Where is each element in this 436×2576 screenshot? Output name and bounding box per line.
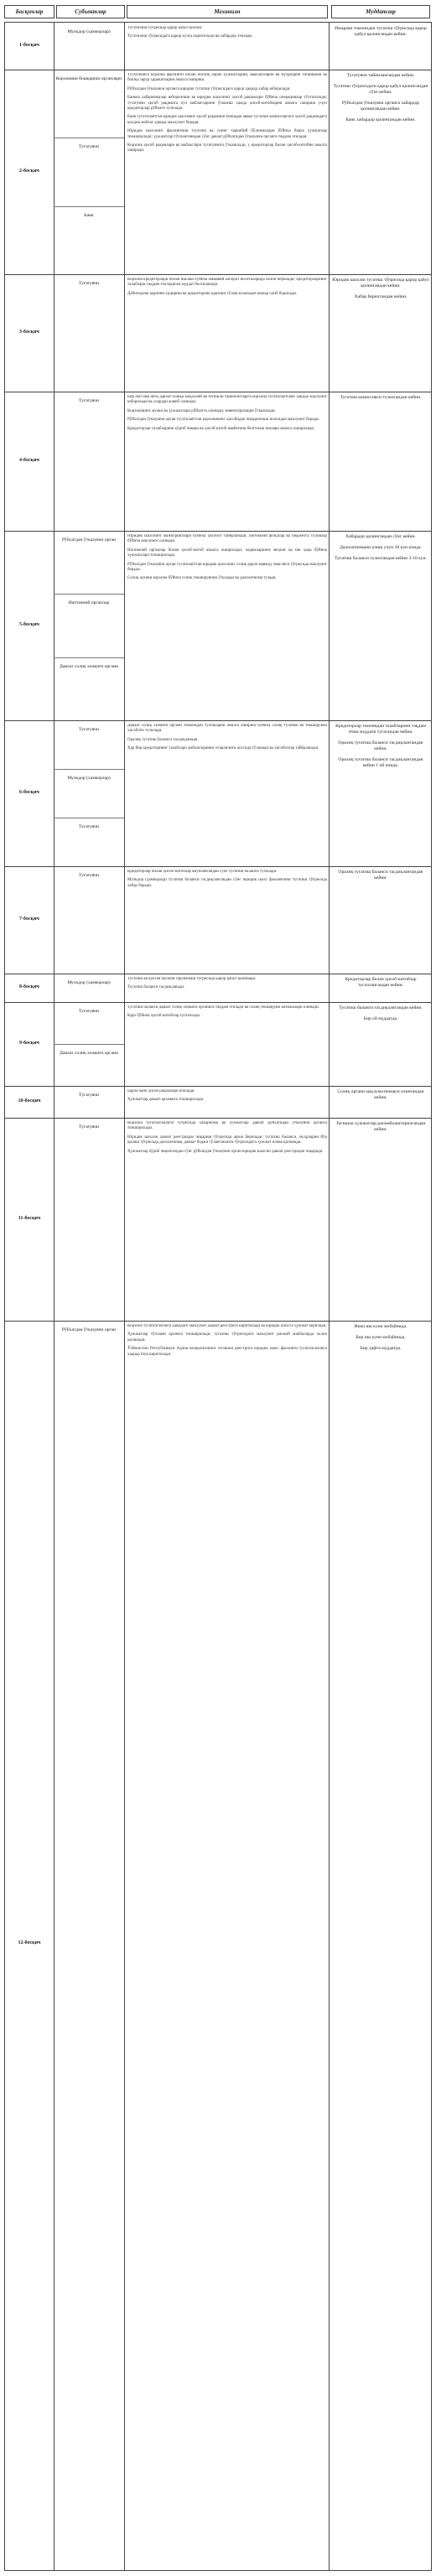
stage-label: 8-босқич	[19, 984, 39, 989]
deadline-paragraph: Юридик шахсни тугатиш тўғрисида қарор қабул қилингандан кейин.	[332, 278, 429, 288]
mechanism-paragraph: Корхона тугатилганлиги тўғрисида хабарнома ва ҳужжатлар давлат рўйхатидан ўтказувчи органга топширилади.	[127, 1121, 327, 1131]
mechanism-text	[127, 724, 327, 756]
mechanism-text	[127, 1324, 327, 1361]
mechanism-paragraph: Кредиторлар талабларини кўриб чиқиш ва ҳисоб-китоб навбатини белгилаш ишлари амалга оширилади.	[127, 426, 315, 431]
row-divider	[5, 1086, 431, 1087]
subject-label: Тугатувчи	[79, 398, 99, 403]
deadline-text	[332, 395, 429, 406]
deadline-text	[332, 724, 429, 774]
table-header	[4, 5, 432, 18]
stages-table	[4, 22, 432, 2571]
deadline-text	[332, 1121, 429, 1138]
deadline-text	[332, 73, 429, 128]
row-divider	[5, 720, 431, 721]
deadline-text	[332, 977, 429, 994]
deadline-paragraph: Рўйхатдан ўтказувчи органга хабардор қилингандан кейин.	[341, 101, 420, 112]
subject-divider	[54, 206, 124, 207]
mechanism-paragraph: Барча банк ҳисоб рақамлари ёпилади.	[127, 1089, 195, 1093]
row-divider	[5, 274, 431, 275]
subject-label: Ижтимоий органлар	[68, 600, 110, 606]
mechanism-paragraph: Тугатиш баланси давлат солиқ хизмати органига тақдим этилади ва солиқ текшируви натижалари олинади.	[127, 1005, 319, 1010]
row-divider	[5, 1321, 431, 1322]
deadline-paragraph: Тугатиш баланси тасдиқлангандан кейин.	[339, 1005, 423, 1010]
mechanism-paragraph: Ҳар бир кредиторнинг талаблари маблағларнинг етарлилиги асосида тўланади ва ҳисоботлар тайёрланади.	[127, 746, 319, 751]
mechanism-paragraph: Банк тугатилаётган юридик шахснинг ҳисоб рақамини ёпишдан аввал тугатиш комиссиясига ҳисоб рақамидаги қолдиқ маблағ ҳақида маълумот беради.	[127, 115, 327, 125]
mechanism-paragraph: Қарз бўйича ҳисоб-китоблар тугатилади.	[127, 1014, 201, 1019]
deadline-paragraph: Бир иш куни мобайнида.	[356, 1335, 406, 1340]
mechanism-paragraph: Оралиқ тугатиш баланси тасдиқланади.	[127, 737, 199, 742]
mechanism-paragraph: Тугатиш баланси тасдиқланади.	[127, 985, 185, 990]
subject-label: Тугатувчи	[79, 1093, 99, 1098]
deadline-text	[332, 534, 429, 567]
stage-label: 10-босқич	[18, 1098, 41, 1104]
stage-label: 5-босқич	[19, 622, 39, 627]
deadline-paragraph: Кредиторлар билан ҳисоб-китоблар тугаллангандан кейин.	[345, 977, 417, 988]
subject-label: Тугатувчи	[79, 1124, 99, 1130]
subject-label: Тугатувчи	[79, 281, 99, 286]
stage-label: 1-босқич	[19, 43, 39, 48]
mechanism-paragraph: Юридик шахсни давлат реестридан чиқариш тўғрисида ариза берилади; тугатиш баланси, муҳрларни йўқ қилиш тўғрисида далолатнома, давлат боджи тўланганлиги тўғрисидаги ҳужжат илова қилинади.	[127, 1135, 327, 1145]
mechanism-paragraph: Дебиторлик қарзини ундириш ва кредиторлик қарзини тўлаш юзасидан ишлар олиб борилади.	[127, 291, 298, 296]
subject-label: Мулкдор (ҳамкорлар)	[67, 980, 111, 985]
subject-label: Банк	[84, 212, 94, 218]
mechanism-paragraph: Давлат солиқ хизмати органи томонидан тўловларни амалга ошириш бўйича солиқ тўловчи ва текширувчи ҳисоботи тузилади.	[127, 724, 327, 734]
deadline-paragraph: Тугатиш комиссияси тузилгандан кейин.	[340, 395, 422, 400]
mechanism-paragraph: Бир ёки бир неча давлат бошқа маҳаллий ва тегишли ташкилотларга корхона тугатилаётгани ҳақида маълумот юборилади ва улардан жавоб олинади.	[127, 395, 327, 405]
deadline-text	[332, 870, 429, 886]
mechanism-paragraph: Корхона тугатилганлиги ҳақидаги маълумот давлат реестрига киритилади ва юридик шахсга ҳужжат берилади.	[127, 1324, 327, 1328]
subject-label: Тугатувчи	[79, 727, 99, 732]
subject-divider	[54, 594, 124, 595]
stage-label: 11-босқич	[18, 1216, 41, 1221]
deadline-paragraph: Оралиқ тугатиш баланси тасдиқлангандан кейин 1 ой ичида.	[338, 757, 423, 768]
stage-label: 7-босқич	[19, 917, 39, 922]
mechanism-paragraph: Тугатилиш тўғрисидаги қарор кучга киритилади ва хабардор этилади.	[127, 34, 253, 39]
mechanism-paragraph: Ҳужжатлар кўриб чиқилгандан сўнг рўйхатдан ўтказувчи орган юридик шахсни давлат реестридан чиқаради.	[127, 1149, 324, 1154]
subject-label: Давлат солиқ хизмати органи	[60, 663, 118, 669]
mechanism-paragraph: Рўйхатдан ўтказувчи орган тугатилаётган юридик шахснинг солиқ қарзи мавжуд эмаслиги тўғрисида маълумот беради.	[127, 562, 327, 573]
deadline-paragraph: Кредиторлар томонидан талабларини тақдим этиш муддати тугагандан кейин.	[335, 724, 426, 735]
deadline-text	[332, 1089, 429, 1106]
mechanism-text	[127, 26, 327, 44]
mechanism-paragraph: Банкка хабарномалар юборилиши ва юридик шахснинг ҳисоб рақамлари бўйича операциялар тўхтатилади; тугатувчи ҳисоб рақамига пул маблағларини ўтказиш ҳамда ҳисоб-китобларни амалга ошириш учун кредиторлар рўйхати тузилади.	[127, 96, 327, 112]
mechanism-paragraph: Рўйхатдан ўтказувчи органга юридик тугатиш тўғрисидаги қарор ҳақида хабар юборилади.	[127, 86, 291, 91]
deadline-paragraph: Тугатиш баланси тузилгандан кейин 3-10 кун.	[335, 556, 427, 561]
deadline-paragraph: Икки иш куни мобайнида.	[354, 1324, 407, 1329]
deadline-text	[332, 1324, 429, 1357]
header-deadline: Муддатлар	[331, 5, 430, 18]
deadline-paragraph: Солиқ органи маълумотномаси олингандан кейин.	[337, 1089, 424, 1100]
mechanism-paragraph: Тугатилиш тўғрисида қарор қабул қилиш.	[127, 26, 203, 30]
stage-label: 3-босқич	[19, 330, 39, 335]
subject-label: Давлат солиқ хизмати органи	[60, 1051, 118, 1056]
stage-label: 9-босқич	[19, 1041, 39, 1046]
mechanism-text	[127, 1005, 327, 1023]
header-mechanism: Механизм	[127, 5, 328, 18]
deadline-paragraph: Тегишли ҳужжатлар расмийлаштирилгандан кейин.	[335, 1121, 426, 1132]
row-divider	[5, 1118, 431, 1119]
deadline-paragraph: Банк хабардор қилингандан кейин.	[345, 117, 416, 122]
mechanism-paragraph: Ҳужжатлар тўплами архивга топширилади; тугатиш тўғрисидаги маълумот расмий манбаларда эълон қилинади.	[127, 1332, 327, 1343]
stage-label: 2-босқич	[19, 169, 39, 174]
deadline-paragraph: Ижарачи томонидан тугатиш тўғрисида қарор қабул қилингандан кейин.	[335, 26, 427, 37]
deadline-paragraph: Хабардор қилингандан сўнг кейин.	[345, 534, 416, 539]
deadline-paragraph: Тугатиш тўғрисидаги қарор қабул қилингандан сўнг кейин.	[333, 84, 428, 95]
mechanism-text	[127, 395, 327, 435]
deadline-paragraph: Бир ой муддатда.	[363, 1016, 398, 1021]
mechanism-paragraph: Юридик шахснинг мажбуриятлари бўйича ҳисобот тайёрланади; ижтимоий фондлар ва бюджетга тўловлар бўйича маълумот олинади.	[127, 534, 327, 544]
deadline-paragraph: Оралиқ тугатиш баланси тасдиқлангандан кейин.	[338, 870, 423, 880]
mechanism-paragraph: Юридик шахснинг фаолиятини тугатиш ва унинг таркибий бўлинмалари бўйича барча ҳужжатлар текширилади; ҳужжатлар тўпланганидан сўнг давлат рўйхатидан ўтказувчи органга тақдим этилади.	[127, 129, 327, 139]
deadline-paragraph: Тугатувчи тайинлангандан кейин.	[346, 73, 415, 78]
subject-label: Рўйхатдан ўтказувчи орган	[61, 538, 117, 543]
header-stage: Босқичлар	[4, 5, 54, 18]
subject-label: Рўйхатдан ўтказувчи орган	[61, 1327, 117, 1332]
mechanism-paragraph: Корхона ҳисоб рақамлари ва маблағлари тугатувчига ўтказилади, у кредиторлар билан ҳисоб-китобни амалга оширади.	[127, 143, 327, 153]
deadline-text	[332, 1005, 429, 1027]
mechanism-paragraph: Корхонанинг мулки ва ҳужжатлари рўйхатга олинади; инвентаризация ўтказилади.	[127, 408, 276, 413]
mechanism-text	[127, 534, 327, 585]
deadline-paragraph: Оралиқ тугатиш баланси тасдиқлангандан кейин.	[338, 740, 423, 751]
stage-label: 4-босқич	[19, 458, 39, 463]
mechanism-text	[127, 1089, 327, 1107]
mechanism-text	[127, 977, 327, 995]
subject-divider	[54, 657, 124, 658]
mechanism-paragraph: Тугатиш ва қолган мулкни тақсимлаш тўғрисида қарор қабул қилинади.	[127, 977, 257, 981]
mechanism-paragraph: Мулкдор (ҳамкорлар) тугатиш баланси тасдиқлангандан сўнг юридик шахс фаолиятини тугатиш тўғрисида хабар беради.	[127, 878, 327, 888]
deadline-paragraph: Далолатномани олиш учун 10 кун ичида.	[340, 545, 422, 550]
subject-label: Тугатувчи	[79, 144, 99, 150]
deadline-paragraph: Хабар берилгандан кейин.	[354, 294, 407, 299]
subject-label: Мулкдор (ҳамкорлар)	[67, 29, 111, 34]
mechanism-paragraph: Кредиторлар билан ҳисоб-китоблар якунлангандан сўнг тугатиш баланси тузилади.	[127, 870, 278, 874]
mechanism-paragraph: Ижтимоий органлар билан ҳисоб-китоб амалга оширилади; ходимларнинг меҳнат ва иш ҳақи бўйича ҳужжатлари топширилади.	[127, 548, 327, 558]
subject-label: Мулкдор (ҳамкорлар)	[67, 776, 111, 781]
stage-label: 12-босқич	[18, 1940, 41, 1945]
subject-divider	[54, 1044, 124, 1045]
mechanism-paragraph: Тугатувчига корхона фаолияти билан боғлиқ барча ҳужжатларни, ваколатларни ва муҳрларни топшириш ва бошқа зарур ҳаракатларни амалга ошириш.	[127, 73, 327, 83]
mechanism-paragraph: Солиқ органи корхона бўйича солиқ текширувини ўтказади ва далолатнома тузади.	[127, 576, 277, 581]
mechanism-paragraph: Рўйхатдан ўтказувчи орган тугатилаётган корхонанинг ҳисобидан чиқарилиши юзасидан маълумот беради.	[127, 418, 319, 423]
mechanism-text	[127, 73, 327, 158]
subject-label: Тугатувчи	[79, 1009, 99, 1014]
mechanism-text	[127, 278, 327, 300]
mechanism-paragraph: Корхона кредиторлари билан ишлаш бўйича оммавий ахборот воситаларида эълон берилади; кредиторларнинг талаблари тақдим этиладиган муддат белгиланади.	[127, 278, 327, 288]
deadline-paragraph: Бир ҳафта муддатда.	[360, 1346, 402, 1351]
mechanism-paragraph: Ўзбекистон Республикаси Адлия вазирлигининг тегишли реестрига юридик шахс фаолияти тугатилганлиги ҳақида ёзув киритилади.	[127, 1347, 327, 1357]
row-divider	[5, 531, 431, 532]
mechanism-text	[127, 1121, 327, 1158]
subject-label: Тугатувчи	[79, 873, 99, 878]
subject-label: Корхонани бошқариш органлари	[55, 76, 122, 81]
subject-label: Тугатувчи	[79, 824, 99, 829]
row-divider	[5, 866, 431, 867]
deadline-text	[332, 278, 429, 305]
deadline-text	[332, 26, 429, 43]
header-subjects: Субъектлар	[56, 5, 125, 18]
stage-label: 6-босқич	[19, 790, 39, 795]
row-divider	[5, 1002, 431, 1003]
mechanism-paragraph: Ҳужжатлар давлат архивига топширилади.	[127, 1098, 205, 1103]
subject-divider	[54, 769, 124, 770]
mechanism-text	[127, 870, 327, 892]
